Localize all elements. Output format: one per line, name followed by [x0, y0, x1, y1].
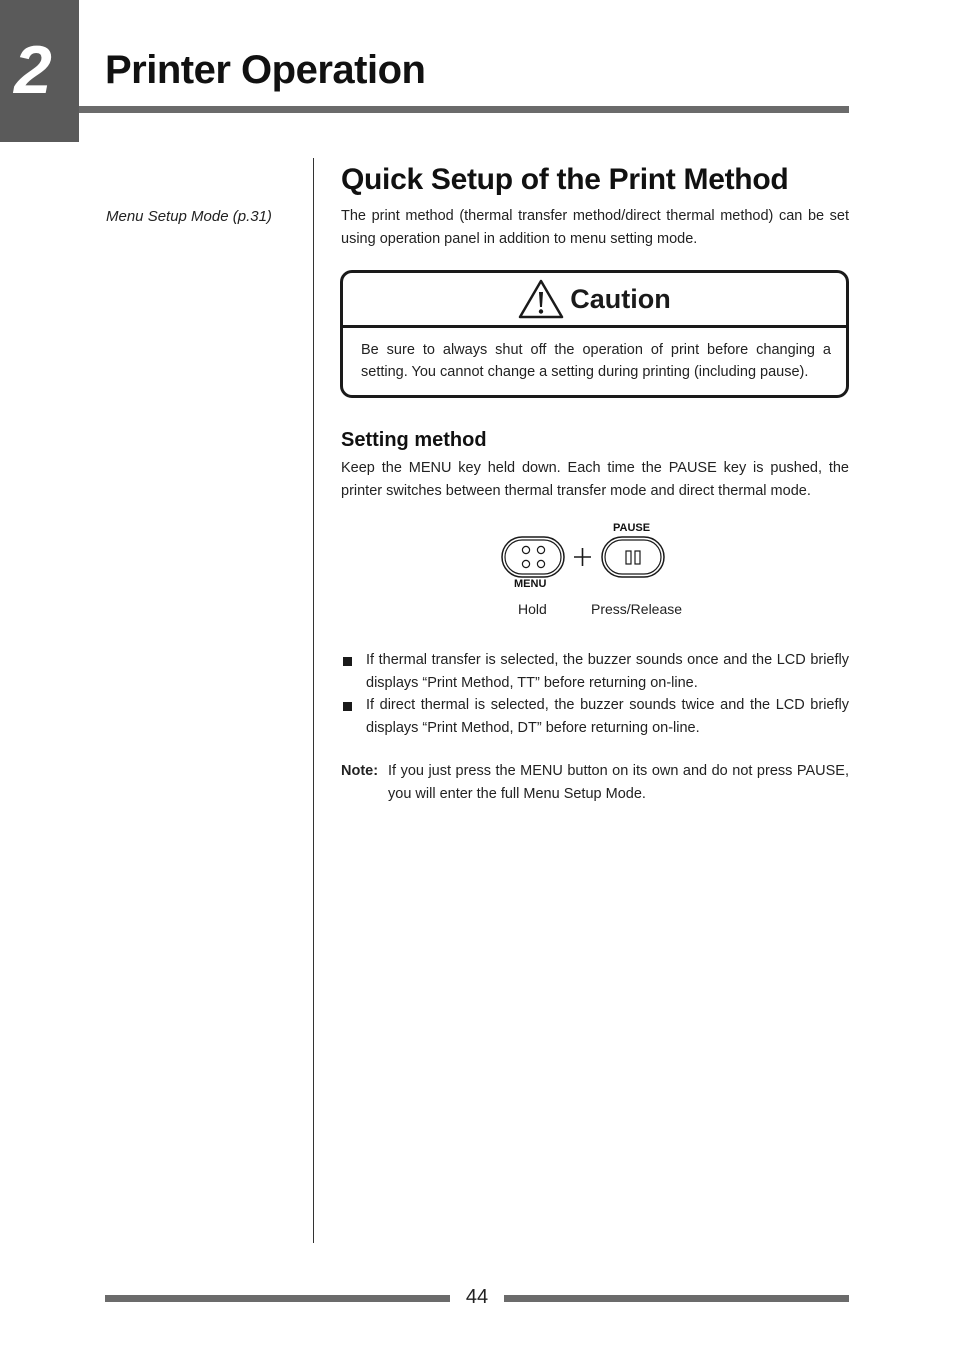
bullet-square-icon: [343, 657, 352, 666]
setting-method-heading: Setting method: [341, 429, 487, 451]
page-number: 44: [465, 1286, 489, 1308]
caution-header: [343, 273, 846, 328]
plus-icon: [574, 548, 591, 566]
note-text: If you just press the MENU button on its own and do not press PAUSE, you will enter the full Menu Setup Mode.: [388, 763, 849, 802]
menu-key-icon: [502, 537, 564, 577]
setting-method-text: Keep the MENU key held down. Each time the PAUSE key is pushed, the printer switches between thermal transfer mode and direct thermal mode.: [341, 460, 849, 499]
pause-key-label: PAUSE: [613, 522, 651, 534]
chapter-title: Printer Operation: [105, 48, 426, 92]
caution-text: Be sure to always shut off the operation of print before changing a setting. You cannot change a setting during printing (including pause).: [361, 342, 831, 380]
list-item-text: If thermal transfer is selected, the buzzer sounds once and the LCD briefly displays “Print Method, TT” before returning on-line.: [366, 652, 849, 691]
caution-title: Caution: [570, 283, 671, 314]
key-diagram: [490, 518, 690, 598]
list-item: [341, 649, 849, 695]
bullet-square-icon: [343, 702, 352, 711]
caution-box: [340, 270, 849, 398]
list-item: [341, 694, 849, 740]
column-divider: [313, 158, 314, 1243]
chapter-tab: [0, 0, 79, 142]
section-title: Quick Setup of the Print Method: [341, 163, 789, 196]
list-item-text: If direct thermal is selected, the buzzer sounds twice and the LCD briefly displays “Print Method, DT” before returning on-line.: [366, 697, 849, 736]
section-intro: The print method (thermal transfer method/direct thermal method) can be set using operation panel in addition to menu setting mode.: [341, 208, 849, 247]
footer-rule-right: [504, 1295, 849, 1302]
warning-triangle-icon: [518, 279, 564, 319]
chapter-number: 2: [14, 32, 52, 108]
menu-key-label: MENU: [514, 578, 547, 590]
header-rule: [79, 106, 849, 113]
footer-rule-left: [105, 1295, 450, 1302]
sidebar-reference-link[interactable]: Menu Setup Mode (p.31): [106, 208, 272, 225]
press-release-caption: Press/Release: [591, 601, 683, 617]
hold-caption: Hold: [518, 601, 547, 617]
note: [341, 760, 849, 806]
note-label: Note:: [341, 763, 379, 779]
pause-key-icon: [602, 537, 664, 577]
